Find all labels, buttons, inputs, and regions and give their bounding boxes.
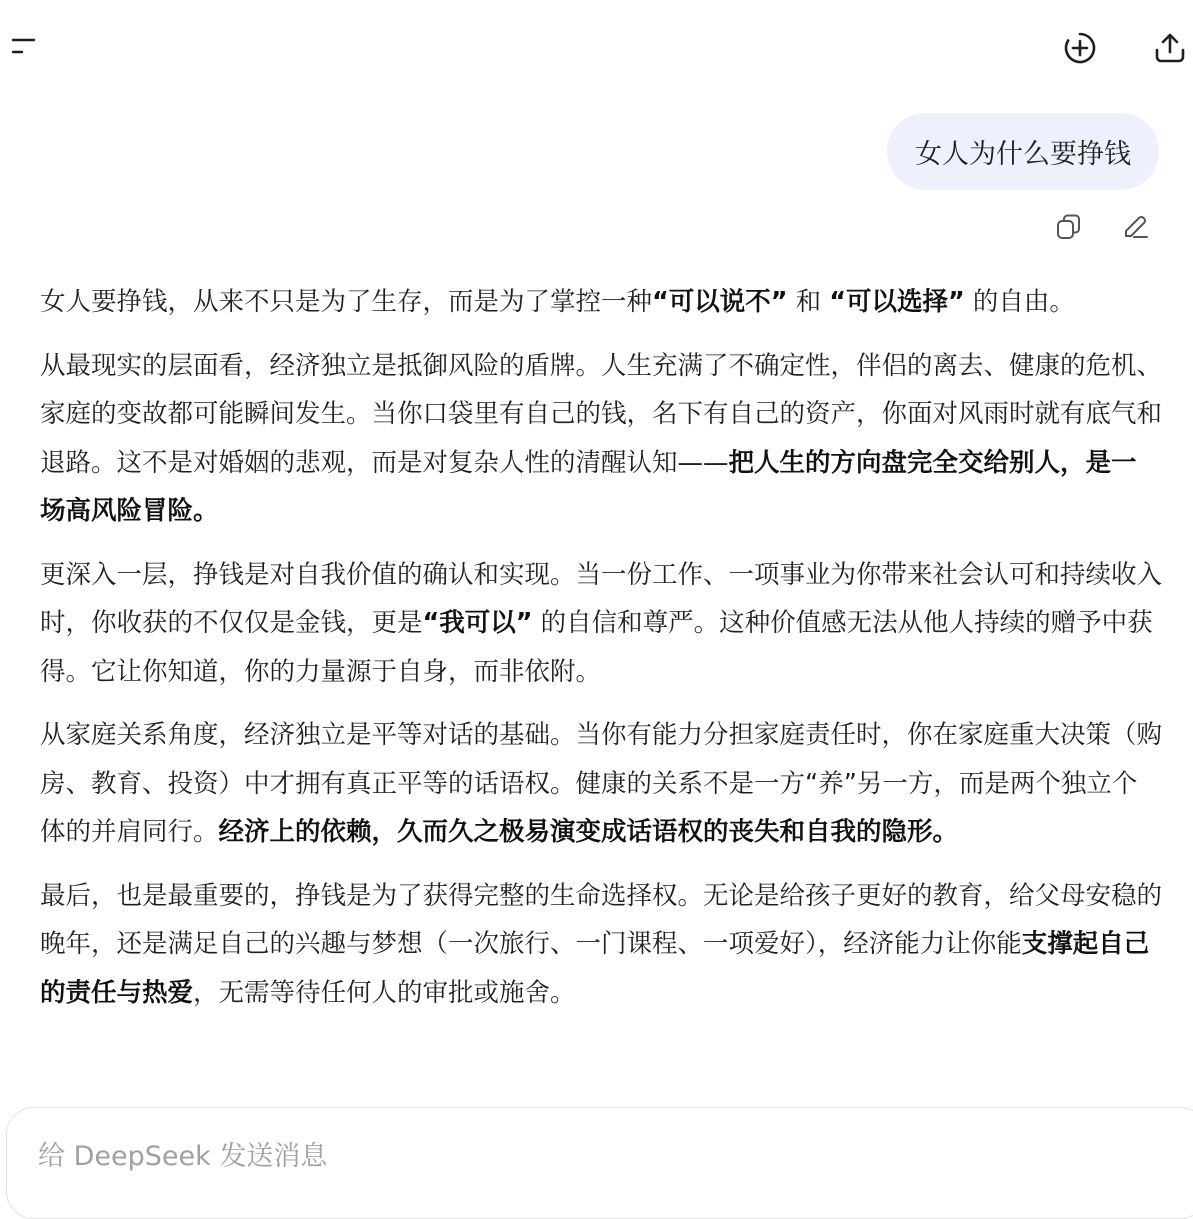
assistant-answer [40, 278, 1162, 1032]
composer-placeholder[interactable]: 给 DeepSeek 发送消息 [38, 1141, 328, 1172]
top-bar [0, 0, 1193, 95]
answer-paragraph [40, 278, 1162, 327]
copy-message-button[interactable] [1048, 206, 1090, 248]
new-chat-button[interactable] [1058, 26, 1102, 70]
user-message-text: 女人为什么要挣钱 [915, 139, 1131, 170]
answer-bold-text: “我可以” [422, 608, 533, 638]
answer-text: 从最现实的层面看，经济独立是抵御风险的盾牌。人生充满了不确定性，伴侣的离去、健康的危机、家庭的变故都可能瞬间发生。当你口袋里有自己的钱，名下有自己的资产，你面对风雨时就有底气和退路。这不是对婚姻的悲观，而是对复杂人性的清醒认知—— [40, 350, 1163, 478]
answer-text: 更深入一层，挣钱是对自我价值的确认和实现。当一份工作、一项事业为你带来社会认可和持续收入时，你收获的不仅仅是金钱，更是 [40, 559, 1163, 638]
sidebar-menu-icon [9, 31, 39, 61]
answer-bold-text: 把人生的方向盘完全交给别人，是一场高风险冒险。 [40, 447, 1137, 526]
answer-bold-text: “可以选择” [829, 287, 965, 317]
answer-text: 的自信和尊严。这种价值感无法从他人持续的赠予中获得。它让你知道，你的力量源于自身，而非依附。 [40, 608, 1153, 687]
answer-bold-text: 支撑起自己的责任与热爱 [40, 929, 1150, 1008]
answer-bold-text: 经济上的依赖，久而久之极易演变成话语权的丧失和自我的隐形。 [218, 817, 959, 847]
answer-bold-text: “可以说不” [652, 287, 788, 317]
upload-icon [1152, 30, 1188, 66]
answer-text: 从家庭关系角度，经济独立是平等对话的基础。当你有能力分担家庭责任时，你在家庭重大决策（购房、教育、投资）中才拥有真正平等的话语权。健康的关系不是一方“养”另一方，而是两个独立个体的并肩同行。 [40, 720, 1163, 847]
sidebar-toggle-button[interactable] [6, 28, 42, 64]
answer-text: 最后，也是最重要的，挣钱是为了获得完整的生命选择权。无论是给孩子更好的教育，给父母安稳的晚年，还是满足自己的兴趣与梦想（一次旅行、一门课程、一项爱好），经济能力让你能 [40, 880, 1163, 959]
user-message-bubble [887, 113, 1159, 190]
answer-text: 和 [787, 287, 830, 317]
answer-text: ，无需等待任何人的审批或施舍。 [193, 977, 576, 1008]
pencil-icon [1120, 212, 1150, 242]
answer-paragraph [40, 551, 1162, 697]
copy-icon [1054, 212, 1084, 242]
edit-message-button[interactable] [1114, 206, 1156, 248]
answer-paragraph [40, 342, 1162, 536]
answer-text: 的自由。 [964, 287, 1075, 317]
answer-paragraph [40, 711, 1162, 857]
message-composer[interactable] [6, 1107, 1193, 1219]
share-button[interactable] [1148, 26, 1192, 70]
answer-paragraph [40, 872, 1162, 1018]
answer-text: 女人要挣钱，从来不只是为了生存，而是为了掌控一种 [40, 287, 653, 317]
plus-circle-icon [1062, 30, 1098, 66]
